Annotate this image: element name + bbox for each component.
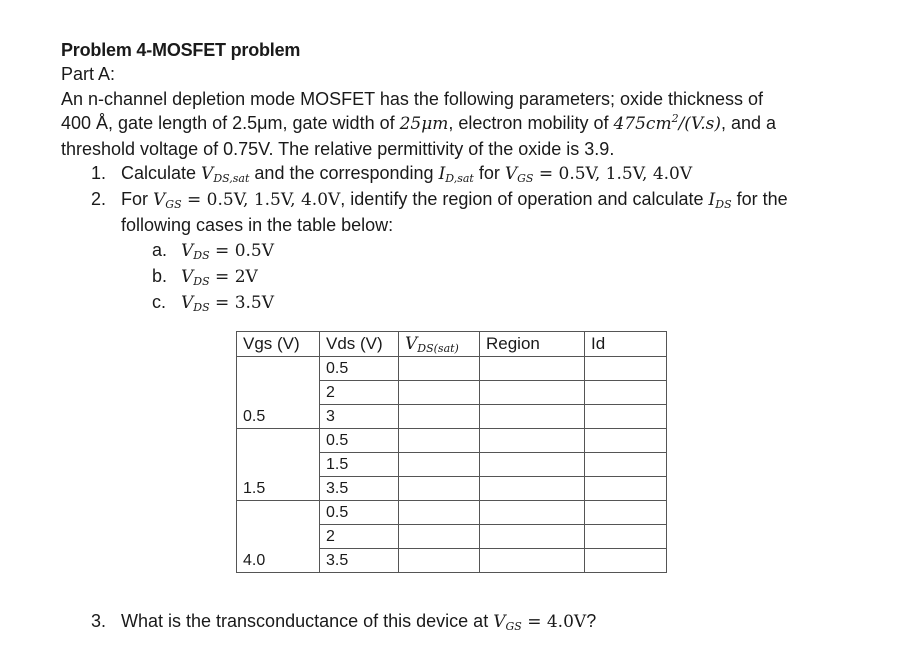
sub-question-letter: a. [152,240,168,260]
sub-question-a [61,238,861,264]
question-number: 3. [91,611,107,631]
question-text: following cases in the table below: [121,215,394,235]
sub-question-list [121,238,861,316]
vds-cell: 0.5 [320,501,399,525]
question-number: 1. [91,163,107,183]
id-cell[interactable] [585,453,667,477]
question-list [61,161,861,316]
header-region: Region [480,332,585,357]
vds-cell: 2 [320,525,399,549]
question-text: for [473,163,505,183]
sub-question-b [61,264,861,290]
question-text: For [121,189,154,209]
id-cell[interactable] [585,501,667,525]
intro-text: 400 Å, gate length of 2.5μm, gate width of [61,113,400,133]
id-sat-symbol: $I_{D,sat}$ [438,164,474,185]
question-text: for the [731,189,788,209]
intro-line-2 [61,111,861,137]
gate-width-value: 25μm [399,114,449,134]
answer-table [236,331,667,573]
mobility-exponent: 2 [671,112,679,125]
vds-sat-cell[interactable] [399,429,480,453]
region-cell[interactable] [480,429,585,453]
vds-sat-cell[interactable] [399,549,480,573]
problem-document [61,38,861,316]
id-cell[interactable] [585,477,667,501]
mobility-number: 475cm [613,114,672,134]
vgs-cell: 1.5 [237,429,320,501]
intro-text: , electron mobility of [448,113,614,133]
question-number: 2. [91,189,107,209]
vgs-condition: $V_{GS} = 4.0V$ [493,612,587,633]
question-3 [91,609,596,635]
table-row [237,357,667,381]
table-row [237,501,667,525]
vds-condition: $V_{DS} = 2V$ [181,267,258,288]
vds-sat-cell[interactable] [399,405,480,429]
header-id: Id [585,332,667,357]
sub-question-letter: c. [152,292,167,312]
region-cell[interactable] [480,549,585,573]
id-cell[interactable] [585,525,667,549]
table-header-row [237,332,667,357]
vds-sat-symbol: $V_{DS,sat}$ [201,164,250,185]
vds-sat-cell[interactable] [399,453,480,477]
region-cell[interactable] [480,405,585,429]
sub-question-letter: b. [152,266,168,286]
id-cell[interactable] [585,405,667,429]
vgs-cell: 0.5 [237,357,320,429]
region-cell[interactable] [480,357,585,381]
question-text: What is the transconductance of this device at [121,611,494,631]
id-cell[interactable] [585,381,667,405]
vds-sat-cell[interactable] [399,477,480,501]
problem-title: Problem 4-MOSFET problem [61,40,301,60]
region-cell[interactable] [480,381,585,405]
part-label: Part A: [61,64,116,84]
header-vds-sat: $V_{DS(sat)}$ [399,332,480,357]
region-cell[interactable] [480,453,585,477]
sub-question-c [61,290,861,316]
question-text: ? [586,611,597,631]
mobility-unit: /(V.s) [678,114,722,134]
header-vds: Vds (V) [320,332,399,357]
vds-cell: 2 [320,381,399,405]
region-cell[interactable] [480,477,585,501]
vds-sat-cell[interactable] [399,381,480,405]
intro-line-1: An n-channel depletion mode MOSFET has the following parameters; oxide thickness of [61,88,764,109]
region-cell[interactable] [480,525,585,549]
header-vgs: Vgs (V) [237,332,320,357]
vgs-values: $V_{GS} = 0.5V$, 1.5V, 4.0V [504,164,693,185]
question-2 [61,187,861,316]
id-cell[interactable] [585,429,667,453]
vds-sat-cell[interactable] [399,357,480,381]
table-row [237,429,667,453]
vgs-cell: 4.0 [237,501,320,573]
vds-cell: 0.5 [320,429,399,453]
id-cell[interactable] [585,549,667,573]
vds-cell: 0.5 [320,357,399,381]
question-text: , identify the region of operation and calculate [340,189,709,209]
vgs-values: $V_{GS} = 0.5V$, 1.5V, 4.0V [153,190,341,211]
mobility-value [613,114,721,134]
intro-line-3: threshold voltage of 0.75V. The relative permittivity of the oxide is 3.9. [61,138,615,159]
question-1 [61,161,861,187]
vds-cell: 3.5 [320,477,399,501]
vds-sat-cell[interactable] [399,525,480,549]
region-cell[interactable] [480,501,585,525]
vds-cell: 3 [320,405,399,429]
question-text: and the corresponding [249,163,439,183]
vds-cell: 1.5 [320,453,399,477]
intro-text: , and a [721,113,777,133]
vds-condition: $V_{DS} = 3.5V$ [181,293,275,314]
question-text: Calculate [121,163,202,183]
vds-condition: $V_{DS} = 0.5V$ [181,241,275,262]
vds-sat-cell[interactable] [399,501,480,525]
vds-cell: 3.5 [320,549,399,573]
ids-symbol: $I_{DS}$ [708,190,732,211]
id-cell[interactable] [585,357,667,381]
